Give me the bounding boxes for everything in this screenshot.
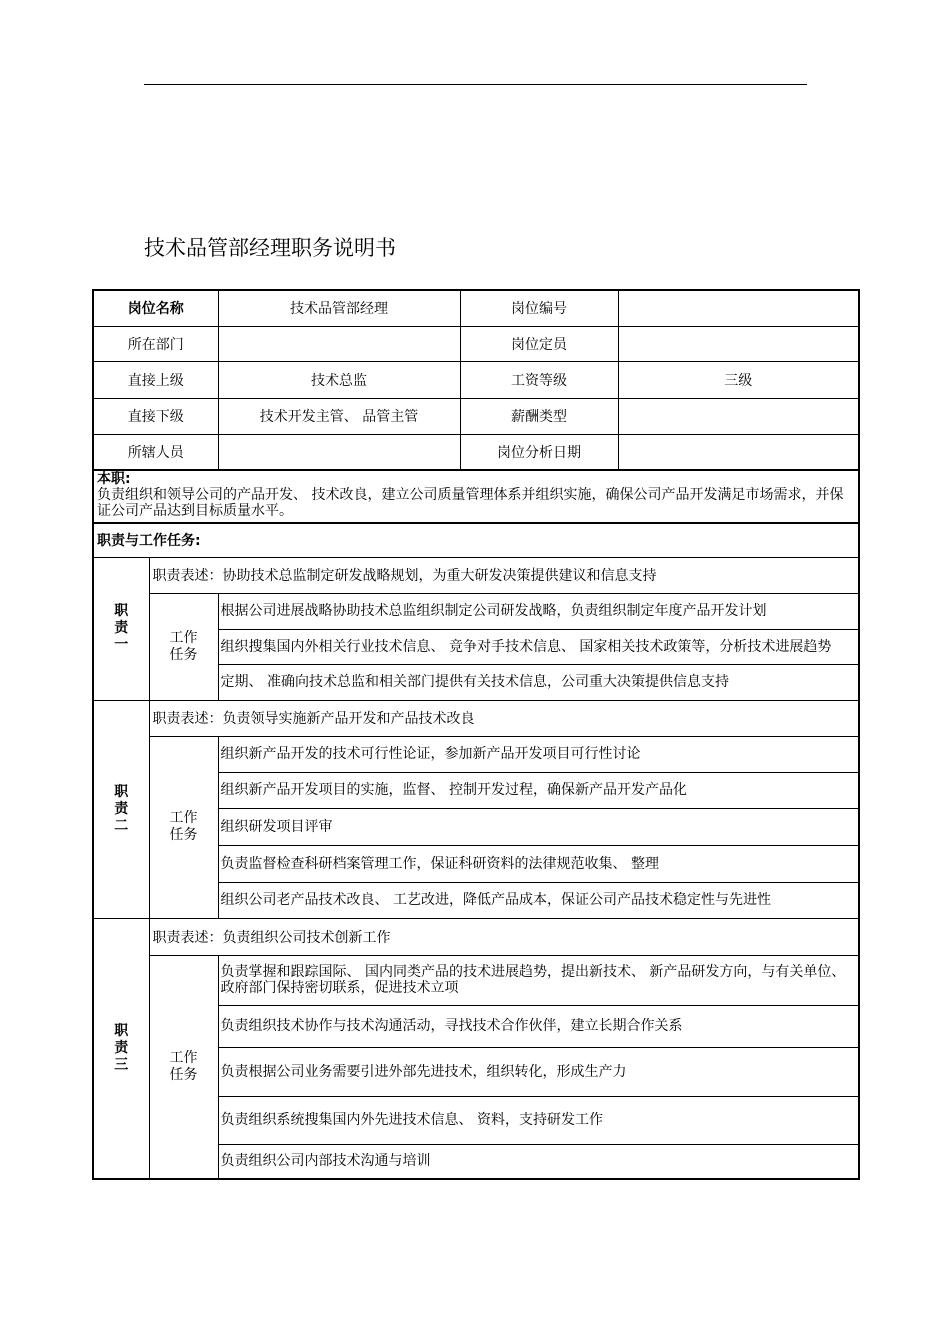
salary-grade-label: 工资等级 [460, 361, 618, 398]
duty-1-label-char: 职 [114, 603, 129, 619]
row-position-name [93, 290, 859, 326]
subordinate-label: 直接下级 [93, 398, 218, 434]
duty-2-description: 职责表述：负责领导实施新产品开发和产品技术改良 [149, 700, 859, 736]
salary-grade-value: 三级 [618, 361, 859, 398]
duty-3-task: 负责组织系统搜集国内外先进技术信息、 资料，支持研发工作 [218, 1096, 859, 1144]
duty-3-task: 负责掌握和跟踪国际、 国内同类产品的技术进展趋势，提出新技术、 新产品研发方向，与有关单位、 政府部门保持密切联系，促进技术立项 [218, 955, 859, 1005]
duty-2-task: 组织公司老产品技术改良、 工艺改进，降低产品成本，保证公司产品技术稳定性与先进性 [218, 882, 859, 918]
duty-1-label-char: 一 [114, 637, 129, 653]
position-code-label: 岗位编号 [460, 290, 618, 326]
table-row [93, 736, 859, 772]
duty-2-task: 组织新产品开发项目的实施，监督、 控制开发过程，确保新产品开发产品化 [218, 772, 859, 808]
duty-2-label [93, 700, 149, 918]
tasks-label-line: 任务 [169, 827, 198, 843]
tasks-label-line: 工作 [169, 810, 198, 826]
summary-text: 负责组织和领导公司的产品开发、 技术改良，建立公司质量管理体系并组织实施，确保公司产品开发满足市场需求，并保证公司产品达到目标质量水平。 [93, 487, 859, 523]
table-row [93, 593, 859, 629]
duty-1-label-char: 责 [114, 620, 129, 636]
duty-3-label-char: 职 [114, 1022, 129, 1039]
superior-value: 技术总监 [218, 361, 460, 398]
duty-2-tasks-label [149, 736, 218, 918]
duty-1-description: 职责表述：协助技术总监制定研发战略规划，为重大研发决策提供建议和信息支持 [149, 557, 859, 593]
duty-1-tasks-label [149, 593, 218, 700]
row-department [93, 326, 859, 361]
tasks-label-line: 工作 [169, 1049, 198, 1066]
tasks-label-line: 任务 [169, 1066, 198, 1083]
analysis-date-value [618, 434, 859, 470]
department-value [218, 326, 460, 361]
duty-2-task: 负责监督检查科研档案管理工作，保证科研资料的法律规范收集、 整理 [218, 845, 859, 882]
row-subordinate [93, 398, 859, 434]
job-description-table [92, 289, 860, 1180]
duty-3-task: 负责组织技术协作与技术沟通活动，寻找技术合作伙伴，建立长期合作关系 [218, 1005, 859, 1047]
duty-1-description-row [93, 557, 859, 593]
document-title: 技术品管部经理职务说明书 [144, 236, 396, 260]
duty-1-task: 定期、 准确向技术总监和相关部门提供有关技术信息，公司重大决策提供信息支持 [218, 664, 859, 700]
duty-3-task: 负责组织公司内部技术沟通与培训 [218, 1144, 859, 1179]
tasks-label-line: 工作 [169, 629, 198, 646]
duty-3-label-char: 三 [114, 1056, 129, 1073]
duty-3-description-row [93, 918, 859, 955]
department-label: 所在部门 [93, 326, 218, 361]
duty-2-label-char: 二 [114, 817, 129, 834]
duty-2-task: 组织新产品开发的技术可行性论证，参加新产品开发项目可行性讨论 [218, 736, 859, 772]
duty-1-task: 组织搜集国内外相关行业技术信息、 竞争对手技术信息、 国家相关技术政策等，分析技术进展趋势 [218, 629, 859, 664]
duty-3-label [93, 918, 149, 1179]
superior-label: 直接上级 [93, 361, 218, 398]
pay-type-label: 薪酬类型 [460, 398, 618, 434]
duty-2-label-char: 责 [114, 800, 129, 817]
summary-label: 本职: [93, 470, 859, 487]
position-name-label: 岗位名称 [93, 290, 218, 326]
row-superior [93, 361, 859, 398]
row-summary-label [93, 470, 859, 487]
staff-value [218, 434, 460, 470]
pay-type-value [618, 398, 859, 434]
tasks-label-line: 任务 [169, 646, 198, 663]
header-rule [144, 84, 807, 85]
duty-2-label-char: 职 [114, 783, 129, 800]
duty-3-label-char: 责 [114, 1039, 129, 1056]
subordinate-value: 技术开发主管、 品管主管 [218, 398, 460, 434]
analysis-date-label: 岗位分析日期 [460, 434, 618, 470]
duty-1-label [93, 557, 149, 700]
table-row [93, 955, 859, 1005]
duty-2-description-row [93, 700, 859, 736]
duty-1-task: 根据公司进展战略协助技术总监组织制定公司研发战略，负责组织制定年度产品开发计划 [218, 593, 859, 629]
row-staff [93, 434, 859, 470]
row-duties-heading [93, 523, 859, 557]
duty-3-tasks-label [149, 955, 218, 1179]
row-summary-text [93, 487, 859, 523]
duty-3-description: 职责表述：负责组织公司技术创新工作 [149, 918, 859, 955]
staff-label: 所辖人员 [93, 434, 218, 470]
position-code-value [618, 290, 859, 326]
headcount-label: 岗位定员 [460, 326, 618, 361]
position-name-value: 技术品管部经理 [218, 290, 460, 326]
headcount-value [618, 326, 859, 361]
duty-2-task: 组织研发项目评审 [218, 808, 859, 845]
duty-3-task: 负责根据公司业务需要引进外部先进技术，组织转化，形成生产力 [218, 1047, 859, 1096]
duties-heading: 职责与工作任务: [93, 523, 859, 557]
